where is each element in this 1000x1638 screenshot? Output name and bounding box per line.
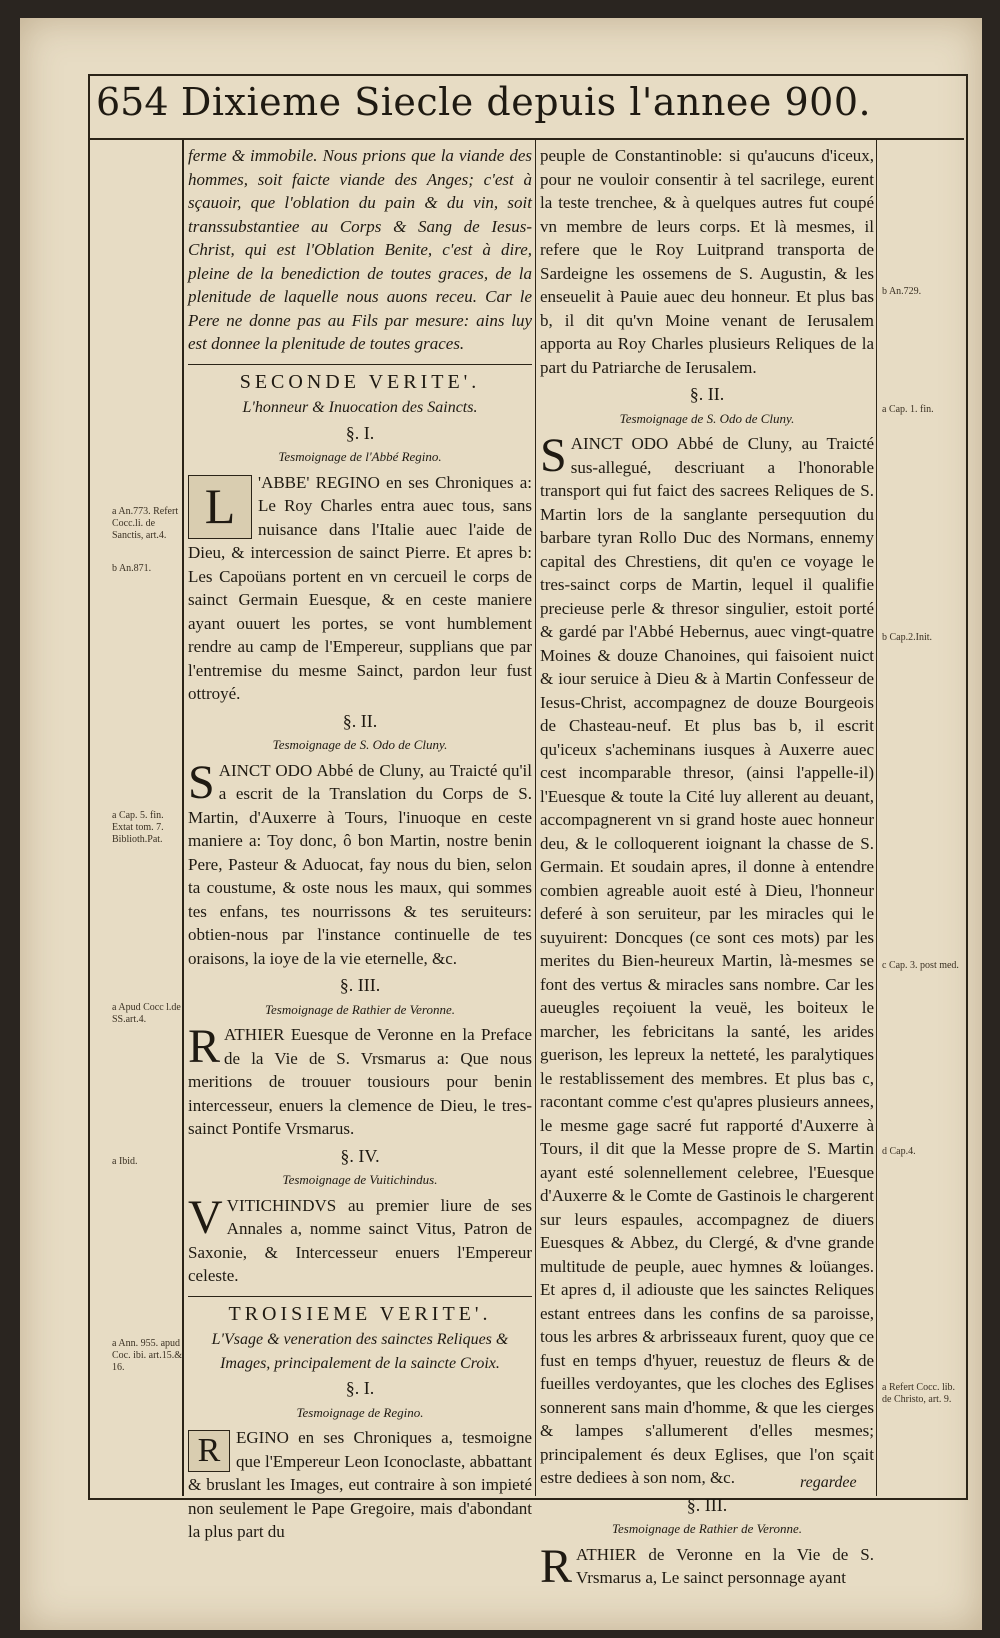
margin-note: a Ibid. [112,1156,138,1167]
paragraph: ferme & immobile. Nous prions que la viande des hommes, soit faicte viande des Anges; c'est à sçauoir, que l'oblation du pain & du vin, soit transsubstantiee au Corps & Sang de Iesus-Christ, qui est l'Oblation Benite, c'est à dire, pleine de la benediction de toutes graces, de la plenitude de laquelle nous auons receu. Car le Pere ne donne pas au Fils par mesure: ains luy est donnee la plenitude de toutes graces. [188,146,532,353]
drop-initial: S [540,429,567,482]
paragraph: AINCT ODO Abbé de Cluny, au Traicté sus-allegué, descriuant a l'honorable transport qui fut faict des sacrees Reliques de S. Martin lors de la sanglante persequution du barbare tyran Rollo Duc des Normans, ennemy capital des Chrestiens, dit qu'en ce voyage le tres-sainct corps de Martin, lequel il qualifie precieuse perle & thresor singulier, estoit porté & gardé par l'Abbé Hebernus, auec vingt-quatre Moines & douze Chanoines, qui faisoient nuict & iour seruice à Dieu & à Martin Confesseur de Iesus-Christ, accompagnez de douze Bourgeois de Chasteau-neuf. Et plus bas b, il escrit qu'iceux s'acheminans iusques à Auxerre auec cest incomparable thresor, (ainsi l'appelle-il) l'Euesque & toute la Cité luy allerent au deuant, accompagnerent vn si grand hoste auec honneur deu, & le colloquerent ioignant la chasse de S. Germain. Et soudain apres, il donne à entendre combien agreable auoit esté à Dieu, l'honneur deferé à son seruiteur, par les miracles qui le suyuirent: Doncques (ce sont ces mots) par les merites du Bien-heureux Martin, là-mesmes se font des vertus & miracles sans nombre. Car les aueugles reçoiuent la veuë, les boiteux le marcher, les febricitans la santé, les arides guerison, les lepreux la netteté, les paralytiques le restablissement des membres. Et plus bas c, racontant comme c'est qu'apres plusieurs annees, le mesme gage sacré fut rapporté d'Auxerre à Tours, il dit que la Messe propre de S. Martin ayant esté solennellement celebree, l'Euesque d'Auxerre & le Comte de Gastinois le chargerent sur leurs espaules, accompagnez de diuers Euesques & Abbez, du Clergé, & d'vne grande multitude de peuple, auec hymnes & loüanges. Et apres d, il adiouste que les sainctes Reliques estant entrees dans les confins de sa paroisse, tous les arbres & arbrisseaux furent, quoy que ce fust en temps d'hyuer, reuestuz de fleurs & de fueilles verdoyantes, que les cloches des Eglises sonnerent sans main d'homme, & que les cierges & lampes s'allumerent d'elles mesmes; principalement és deux Eglises, que l'on sçait estre dediees à son nom, &c. [540,434,874,1487]
ornamental-initial: R [188,1430,230,1472]
paragraph: peuple de Constantinoble: si qu'aucuns d'iceux, pour ne vouloir consentir à tel sacrilege, eurent la teste trenchee, & à quelques autres fut coupé vn membre de leurs corps. Et là mesmes, il refere que le Roy Luitprand transporta de Sardeigne les ossemens de S. Augustin, & les enseuelit à Pauie auec deu honneur. Et plus bas b, il dit qu'vn Moine venant de Ierusalem apporta au Roy Charles plusieurs Reliques de la part du Patriarche de Ierusalem. [540,146,874,377]
margin-note: a Refert Cocc. lib. de Christo, art. 9. [882,1382,956,1405]
drop-initial: R [188,1020,221,1073]
margin-note: a Apud Cocc l.de SS.art.4. [112,1002,181,1025]
margin-note: a Cap. 5. fin. Extat tom. 7. Biblioth.Pat. [112,810,164,845]
drop-initial: R [540,1539,573,1593]
paragraph: VITICHINDVS au premier liure de ses Annales a, nomme sainct Vitus, Patron de Saxonie, & Intercesseur enuers l'Empereur celeste. [188,1195,532,1285]
paragraph-number: §. II. [342,710,378,731]
section-heading: SECONDE VERITE'. [188,364,532,395]
paragraph: ATHIER Euesque de Veronne en la Preface de la Vie de S. Vrsmarus a: Que nous meritions de trouuer tousiours pour benin intercesseur, enuers la clemence de Dieu, le tres-sainct Pontife Vrsmarus. [188,1025,532,1138]
paragraph-number: §. III. [686,1494,728,1515]
margin-note: d Cap.4. [882,1146,916,1157]
page-number: 654 [96,80,169,124]
section-subtitle: L'honneur & Inuocation des Saincts. [242,399,478,416]
ornamental-initial: L [188,475,252,539]
page-title: Dixieme Siecle depuis l'annee 900. [180,80,872,124]
testimony-heading: Tesmoignage de Rathier de Veronne. [611,1521,803,1536]
margin-rule-left [182,138,184,1496]
paragraph: AINCT ODO Abbé de Cluny, au Traicté qu'il a escrit de la Translation du Corps de S. Martin, d'Auxerre à Tours, l'inuoque en ceste maniere a: Toy donc, ô bon Martin, nostre benin Pere, Pasteur & Aduocat, fay nous du bien, selon ta coustume, & oste nous les maux, qui sommes tes enfans, tes nourrissons & tes seruiteurs: obtien-nous par l'instance continuelle de tes oraisons, la ioye de la vie eternelle, &c. [188,760,532,968]
left-column [188,144,532,1548]
paragraph-number: §. IV. [340,1145,380,1166]
testimony-heading: Tesmoignage de Regino. [296,1404,424,1420]
paragraph-number: §. I. [345,1378,375,1398]
catchword: regardee [800,1474,857,1491]
testimony-heading: Tesmoignage de Vuitichindus. [282,1172,438,1187]
right-column [540,144,874,1594]
testimony-heading: Tesmoignage de l'Abbé Regino. [278,449,442,464]
section-heading: TROISIEME VERITE'. [188,1296,532,1327]
margin-note: b An.871. [112,563,152,574]
drop-initial: S [188,755,215,809]
paragraph: EGINO en ses Chroniques a, tesmoigne que l'Empereur Leon Iconoclaste, abbattant & bruslant les Images, eut contraire à son impieté non seulement le Pape Gregoire, mais d'abondant la plus part du [188,1428,532,1541]
testimony-heading: Tesmoignage de S. Odo de Cluny. [272,737,448,752]
testimony-heading: Tesmoignage de S. Odo de Cluny. [619,410,795,426]
margin-note: a Ann. 955. apud Coc. ibi. art.15.& 16. [112,1338,182,1373]
paragraph-number: §. III. [339,975,381,995]
paragraph: 'ABBE' REGINO en ses Chroniques a: Le Roy Charles entra auec tous, sans nuisance dans l'Italie auec l'aide de Dieu, & intercession de sainct Pierre. Et apres b: Les Capoüans portent en vn cercueil le corps de sainct Germain Euesque, & en ceste maniere ayant ouuert les portes, se vont humblement rendre au camp de l'Empereur, supplians que par l'entremise du mesme Sainct, pardon leur fust ottroyé. [188,472,532,703]
column-rule [535,138,536,1496]
margin-note: a Cap. 1. fin. [882,404,934,415]
paragraph: ATHIER de Veronne en la Vie de S. Vrsmarus a, Le sainct personnage ayant [576,1544,874,1587]
paragraph-number: §. I. [345,422,375,443]
drop-initial: V [188,1190,223,1244]
margin-note: b Cap.2.Init. [882,632,932,643]
margin-note: b An.729. [882,286,922,297]
margin-note: a An.773. Refert Cocc.li. de Sanctis, art.4. [112,506,179,541]
book-page [20,18,982,1630]
margin-rule-right [876,138,877,1496]
margin-note: c Cap. 3. post med. [882,960,959,971]
section-subtitle: L'Vsage & veneration des sainctes Reliques & Images, principalement de la saincte Croix. [211,1331,509,1372]
running-header [88,76,964,140]
paragraph-number: §. II. [689,384,725,404]
testimony-heading: Tesmoignage de Rathier de Veronne. [264,1001,456,1017]
